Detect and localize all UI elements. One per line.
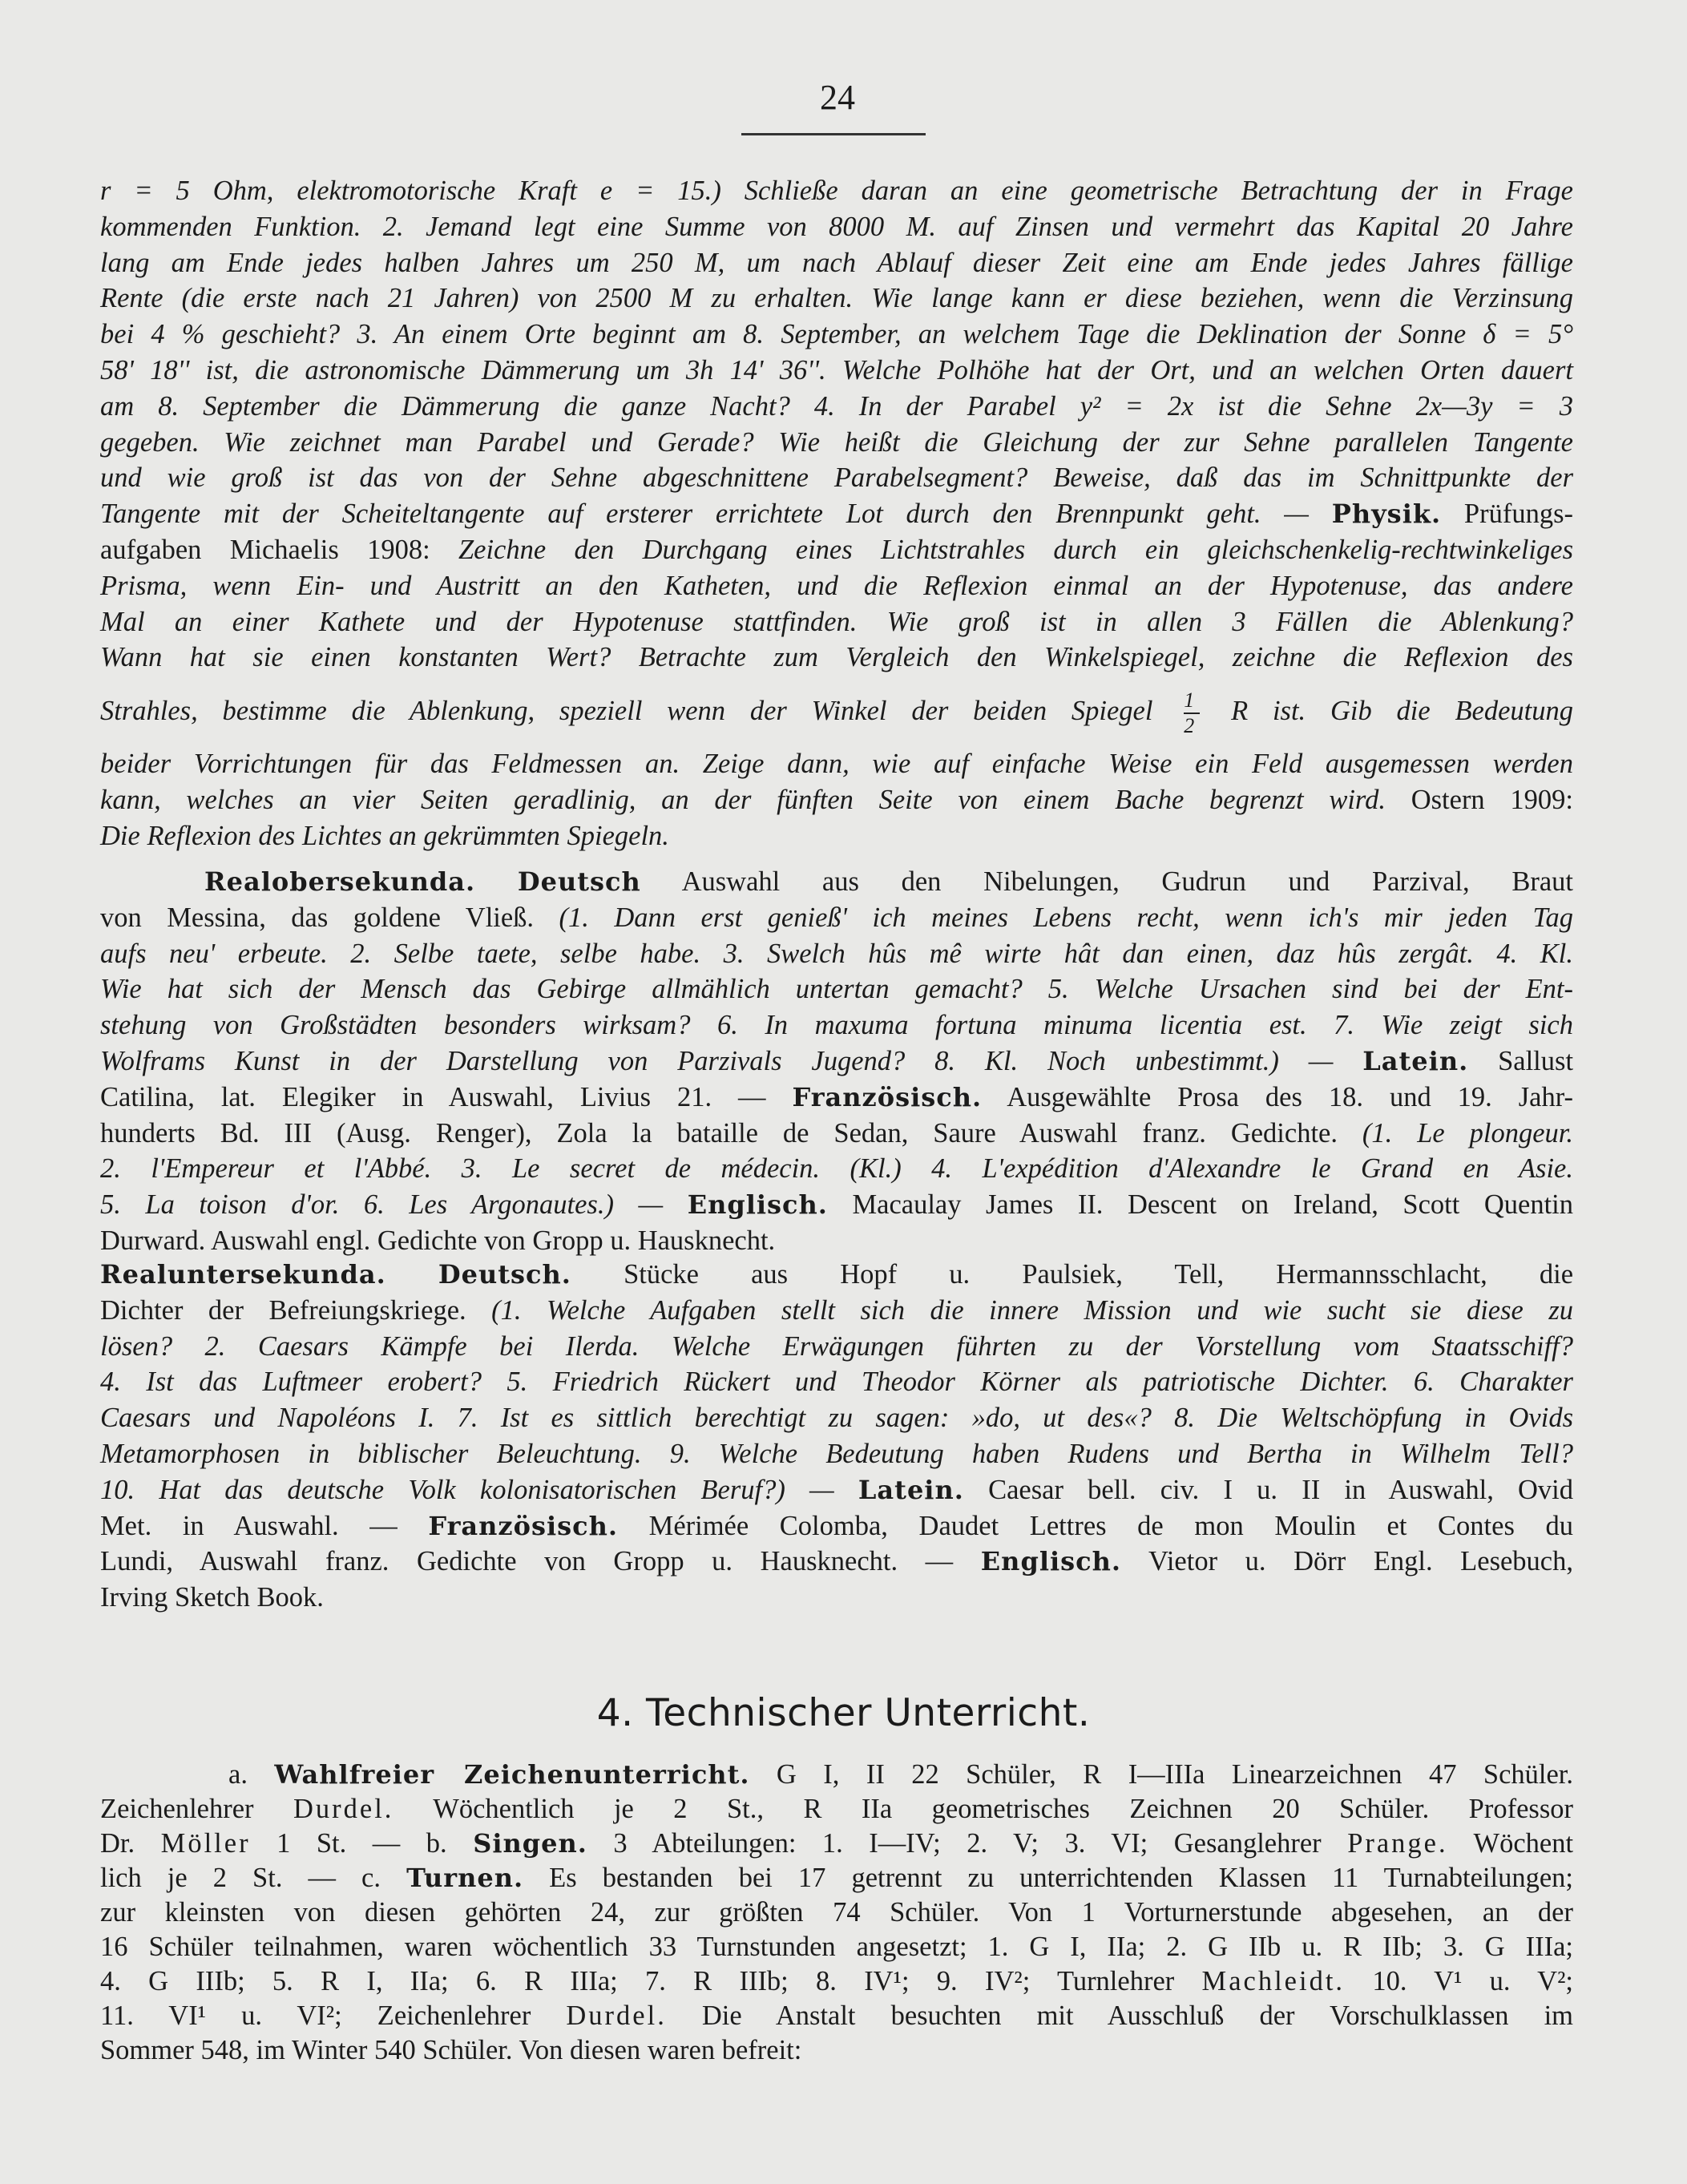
fraction-numerator: 1 xyxy=(1184,688,1195,713)
text-line: Durward. Auswahl engl. Gedichte von Gropp u. Hausknecht. xyxy=(100,1225,776,1256)
text-span: R ist. Gib die Bedeutung xyxy=(1231,696,1574,727)
text-line: Wie hat sich der Mensch das Gebirge allmählich untertan gemacht? 5. Welche Ursachen sind bei der Ent- xyxy=(100,974,1573,1005)
text-span: Dichter der Befreiungskriege. xyxy=(100,1294,466,1326)
text-line xyxy=(100,900,1573,936)
text-line: am 8. September die Dämmerung die ganze Nacht? 4. In der Parabel y² = 2x ist die Sehne 2x—3y = 3 xyxy=(100,390,1573,422)
text-line: zur kleinsten von diesen gehörten 24, zur größten 74 Schüler. Von 1 Vorturnerstunde abgesehen, an der xyxy=(100,1897,1573,1928)
text-line: 58' 18'' ist, die astronomische Dämmerung um 3h 14' 36''. Welche Polhöhe hat der Ort, und an welchen Orten dauert xyxy=(100,354,1573,386)
text-line xyxy=(100,496,1573,532)
text-span: (1. Dann erst genieß' ich meines Lebens recht, wenn ich's mir jeden Tag xyxy=(559,902,1574,933)
technischer-unterricht-paragraph xyxy=(100,1758,1573,2068)
realuntersekunda-paragraph xyxy=(100,1257,1573,1616)
text-line: lang am Ende jedes halben Jahres um 250 M, um nach Ablauf dieser Zeit eine am Ende jedes Jahres fällige xyxy=(100,247,1573,278)
subject-heading-englisch: Englisch. xyxy=(687,1189,828,1221)
text-span: Wöchentlich je 2 St., R IIa geometrisches Zeichnen 20 Schüler. Professor xyxy=(433,1794,1574,1824)
text-line: Rente (die erste nach 21 Jahren) von 2500 M zu erhalten. Wie lange kann er diese beziehen, wenn die Verzinsung xyxy=(100,283,1573,314)
text-span: Zeichenlehrer xyxy=(100,1794,254,1824)
text-line xyxy=(100,1044,1573,1080)
subject-heading-englisch: Englisch. xyxy=(980,1546,1122,1577)
teacher-name: Durdel. xyxy=(293,1794,394,1824)
text-span: Wöchent xyxy=(1473,1828,1574,1859)
text-line xyxy=(100,1999,1573,2033)
text-span: Met. in Auswahl. — xyxy=(100,1510,398,1541)
text-line xyxy=(100,1257,1573,1293)
text-span: Es bestanden bei 17 getrennt zu unterrichtenden Klassen 11 Turnabteilungen; xyxy=(549,1863,1574,1893)
subject-heading-latein: Latein. xyxy=(1362,1045,1469,1076)
fraction-denominator: 2 xyxy=(1184,714,1195,738)
text-span: Ostern 1909: xyxy=(1411,784,1574,815)
text-span: Zeichne den Durchgang eines Lichtstrahles durch ein gleichschenkelig-rechtwinkeliges xyxy=(458,534,1573,565)
text-line xyxy=(100,1964,1573,1999)
teacher-name: Machleidt. xyxy=(1201,1966,1346,1996)
text-line: 4. Ist das Luftmeer erobert? 5. Friedrich Rückert und Theodor Körner als patriotische Dichter. 6. Charakter xyxy=(100,1367,1573,1398)
text-line: 16 Schüler teilnahmen, waren wöchentlich 33 Turnstunden angesetzt; 1. G I, IIa; 2. G IIb u. R IIb; 3. G IIIa; xyxy=(100,1932,1573,1962)
text-line: Wann hat sie einen konstanten Wert? Betrachte zum Vergleich den Winkelspiegel, zeichne die Reflexion des xyxy=(100,642,1573,673)
text-span: (1. Welche Aufgaben stellt sich die innere Mission und wie sucht sie diese zu xyxy=(491,1294,1573,1326)
text-span: Caesar bell. civ. I u. II in Auswahl, Ovid xyxy=(988,1474,1574,1505)
text-line xyxy=(100,1758,1573,1792)
text-line xyxy=(100,1792,1573,1827)
section-title: 4. Technischer Unterricht. xyxy=(596,1691,1091,1735)
text-span: Prüfungs- xyxy=(1463,499,1574,530)
text-span: Lundi, Auswahl franz. Gedichte von Gropp u. Hausknecht. — xyxy=(100,1546,954,1577)
subject-heading-latein: Latein. xyxy=(858,1474,964,1505)
text-line xyxy=(100,1472,1573,1508)
text-line: bei 4 % geschieht? 3. An einem Orte beginnt am 8. September, an welchem Tage die Deklination der Sonne δ = 5° xyxy=(100,319,1573,350)
math-physics-paragraph xyxy=(100,173,1573,854)
subject-heading-turnen: Turnen. xyxy=(406,1863,524,1893)
teacher-name: Prange. xyxy=(1347,1828,1448,1859)
realobersekunda-paragraph xyxy=(100,864,1573,1259)
text-line: gegeben. Wie zeichnet man Parabel und Gerade? Wie heißt die Gleichung der zur Sehne parallelen Tangente xyxy=(100,426,1573,458)
text-line: Sommer 548, im Winter 540 Schüler. Von diesen waren befreit: xyxy=(100,2035,802,2065)
text-line xyxy=(100,1544,1573,1580)
text-span: a. xyxy=(228,1759,248,1790)
text-span: Macaulay James II. Descent on Ireland, Scott Quentin xyxy=(852,1189,1574,1221)
text-span: 4. G IIIb; 5. R I, IIa; 6. R IIIa; 7. R IIIb; 8. IV¹; 9. IV²; Turnlehrer xyxy=(100,1966,1175,1996)
text-line xyxy=(100,1508,1573,1544)
text-line xyxy=(100,782,1573,818)
text-span: 1 St. — b. xyxy=(276,1828,447,1859)
subject-heading-franzoesisch: Französisch. xyxy=(428,1510,619,1541)
text-line: Caesars und Napoléons I. 7. Ist es sittlich berechtigt zu sagen: »do, ut des«? 8. Die Weltschöpfung in Ovids xyxy=(100,1403,1573,1434)
text-span: G I, II 22 Schüler, R I—IIIa Linearzeichnen 47 Schüler. xyxy=(776,1759,1573,1790)
text-line: und wie groß ist das von der Sehne abgeschnittene Parabelsegment? Beweise, daß das im Schnittpunkte der xyxy=(100,462,1573,494)
text-line: Irving Sketch Book. xyxy=(100,1582,324,1613)
text-span: Catilina, lat. Elegiker in Auswahl, Livius 21. — xyxy=(100,1081,766,1112)
text-line xyxy=(100,1080,1573,1116)
text-span: (1. Le plongeur. xyxy=(1362,1117,1574,1149)
text-line: aufs neu' erbeute. 2. Selbe taete, selbe habe. 3. Swelch hûs mê wirte hât dan einen, daz hûs zergât. 4. Kl. xyxy=(100,938,1573,969)
teacher-name: Möller xyxy=(160,1828,251,1859)
text-line xyxy=(100,1116,1573,1152)
subject-heading-singen: Singen. xyxy=(473,1828,587,1859)
text-line: stehung von Großstädten besonders wirksam? 6. In maxuma fortuna minuma licentia est. 7. Wie zeigt sich xyxy=(100,1010,1573,1041)
subject-heading-deutsch: Deutsch. xyxy=(438,1259,571,1290)
text-line: 2. l'Empereur et l'Abbé. 3. Le secret de médecin. (Kl.) 4. L'expédition d'Alexandre le Grand en Asie. xyxy=(100,1153,1573,1185)
text-line: Die Reflexion des Lichtes an gekrümmten Spiegeln. xyxy=(100,820,669,851)
text-span: Dr. xyxy=(100,1828,135,1859)
text-span: aufgaben Michaelis 1908: xyxy=(100,534,430,565)
text-line: kommenden Funktion. 2. Jemand legt eine Summe von 8000 M. auf Zinsen und vermehrt das Kapital 20 Jahre xyxy=(100,211,1573,242)
page-number-rule xyxy=(741,133,926,135)
class-heading-realobersekunda: Realobersekunda. xyxy=(204,866,476,897)
subject-heading-zeichenunterricht: Wahlfreier Zeichenunterricht. xyxy=(274,1759,750,1790)
text-span: Ausgewählte Prosa des 18. und 19. Jahr- xyxy=(1007,1081,1574,1112)
text-span: von Messina, das goldene Vließ. xyxy=(100,902,535,933)
text-span: Mérimée Colomba, Daudet Lettres de mon Moulin et Contes du xyxy=(648,1510,1574,1541)
text-line: beider Vorrichtungen für das Feldmessen an. Zeige dann, wie auf einfache Weise ein Feld ausgemessen werden xyxy=(100,749,1573,780)
text-span: Auswahl aus den Nibelungen, Gudrun und Parzival, Braut xyxy=(681,866,1573,897)
text-line: Metamorphosen in biblischer Beleuchtung. 9. Welche Bedeutung haben Rudens und Bertha in Wilhelm Tell? xyxy=(100,1438,1573,1469)
subject-heading-franzoesisch: Französisch. xyxy=(792,1081,983,1112)
text-line: Prisma, wenn Ein- und Austritt an den Katheten, und die Reflexion einmal an der Hypotenuse, das andere xyxy=(100,570,1573,601)
text-span: Die Anstalt besuchten mit Ausschluß der Vorschulklassen im xyxy=(701,2000,1574,2031)
text-span: 10. Hat das deutsche Volk kolonisatorischen Beruf?) — xyxy=(100,1474,834,1505)
fraction xyxy=(1184,690,1200,737)
subject-heading-deutsch: Deutsch xyxy=(517,866,641,897)
text-span: 3 Abteilungen: 1. I—IV; 2. V; 3. VI; Gesanglehrer xyxy=(613,1828,1322,1859)
text-line: lösen? 2. Caesars Kämpfe bei Ilerda. Welche Erwägungen führten zu der Vorstellung vom Staatsschiff? xyxy=(100,1330,1573,1362)
subject-heading-physik: Physik. xyxy=(1331,499,1442,530)
text-line xyxy=(100,532,1573,568)
text-span: 5. La toison d'or. 6. Les Argonautes.) — xyxy=(100,1189,664,1221)
text-line xyxy=(100,1827,1573,1861)
text-span: Sallust xyxy=(1498,1045,1574,1076)
class-heading-realuntersekunda: Realuntersekunda. xyxy=(100,1259,386,1290)
text-span: Stücke aus Hopf u. Paulsiek, Tell, Hermannsschlacht, die xyxy=(624,1259,1574,1290)
text-line xyxy=(100,1293,1573,1329)
text-line: Mal an einer Kathete und der Hypotenuse stattfinden. Wie groß ist in allen 3 Fällen die Ablenkung? xyxy=(100,606,1573,637)
teacher-name: Durdel. xyxy=(566,2000,667,2031)
text-span: kann, welches an vier Seiten geradlinig, an der fünften Seite von einem Bache begrenzt wird. xyxy=(100,784,1386,815)
text-line xyxy=(100,1861,1573,1895)
text-span: 10. V¹ u. V²; xyxy=(1372,1966,1574,1996)
text-span: Strahles, bestimme die Ablenkung, speziell wenn der Winkel der beiden Spiegel xyxy=(100,696,1153,727)
text-span: Tangente mit der Scheiteltangente auf ersterer errichtete Lot durch den Brennpunkt geht. — xyxy=(100,499,1309,530)
text-span: 11. VI¹ u. VI²; Zeichenlehrer xyxy=(100,2000,531,2031)
text-line: r = 5 Ohm, elektromotorische Kraft e = 15.) Schließe daran an eine geometrische Betrachtung der in Frage xyxy=(100,176,1573,206)
fraction-line xyxy=(100,676,1573,746)
text-line xyxy=(100,864,1573,900)
text-span: Wolframs Kunst in der Darstellung von Parzivals Jugend? 8. Kl. Noch unbestimmt.) — xyxy=(100,1045,1334,1076)
page-number: 24 xyxy=(820,78,855,117)
text-span: hunderts Bd. III (Ausg. Renger), Zola la bataille de Sedan, Saure Auswahl franz. Gedichte. xyxy=(100,1117,1338,1149)
text-span: Vietor u. Dörr Engl. Lesebuch, xyxy=(1148,1546,1573,1577)
text-span: lich je 2 St. — c. xyxy=(100,1863,381,1893)
text-line xyxy=(100,1187,1573,1223)
